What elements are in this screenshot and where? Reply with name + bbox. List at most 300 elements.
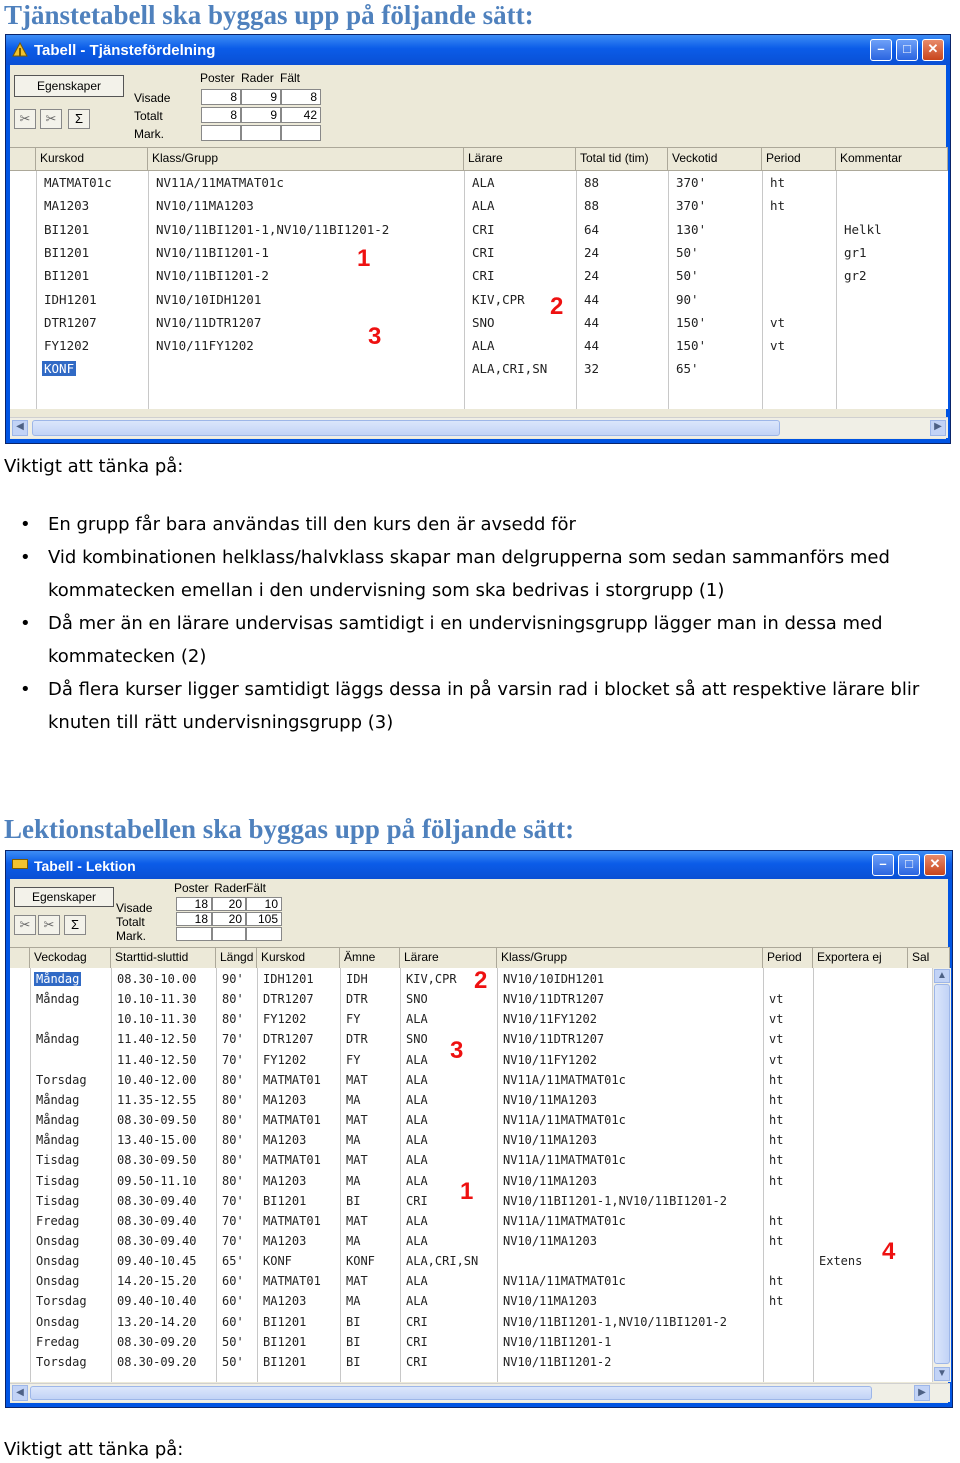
table-cell[interactable]: MATMAT01 [263, 1072, 321, 1087]
column-header-2[interactable]: Starttid-sluttid [111, 948, 216, 968]
table-cell[interactable]: CRI [406, 1314, 428, 1329]
table-cell[interactable]: 370' [676, 198, 707, 214]
table-cell[interactable]: SNO [406, 1032, 428, 1047]
column-header-4[interactable]: Total tid (tim) [576, 148, 668, 170]
table-cell[interactable]: NV11A/11MATMAT01c [503, 1113, 626, 1128]
column-divider [813, 968, 814, 1382]
column-header-5[interactable]: Ämne [340, 948, 400, 968]
table-cell[interactable]: MA [346, 1092, 361, 1107]
scroll-up-icon[interactable]: ▲ [934, 969, 950, 983]
scroll-left-icon[interactable]: ◀ [12, 1385, 28, 1401]
table-cell[interactable]: NV10/11FY1202 [156, 338, 254, 354]
table-cell[interactable]: BI [346, 1354, 361, 1369]
table-cell[interactable]: 80' [222, 1173, 244, 1188]
table-cell[interactable]: 10.10-11.30 [117, 992, 197, 1007]
table-cell[interactable]: MA1203 [263, 1133, 307, 1148]
table-cell[interactable]: NV11A/11MATMAT01c [503, 1072, 626, 1087]
table-cell[interactable]: MA [346, 1294, 361, 1309]
bullet-icon: • [20, 514, 31, 535]
table-cell[interactable]: 70' [222, 1193, 244, 1208]
table-cell[interactable]: NV10/11DTR1207 [503, 1032, 605, 1047]
table-cell[interactable]: 90' [222, 972, 244, 986]
summary-label-mark: Mark. [116, 929, 146, 943]
table-cell[interactable]: ht [770, 175, 786, 190]
marker-1: 2 [474, 967, 488, 994]
summary-header-falt: Fält [246, 881, 267, 895]
table-cell[interactable]: 24 [584, 268, 600, 284]
table-cell[interactable]: 09.40-10.40 [117, 1294, 197, 1309]
table-cell[interactable]: 60' [222, 1314, 244, 1329]
table-cell[interactable]: NV10/11BI1201-1,NV10/11BI1201-2 [156, 221, 390, 237]
column-header-6[interactable]: Lärare [400, 948, 497, 968]
table-cell[interactable]: ALA [406, 1294, 428, 1309]
table-cell[interactable]: ALA [472, 338, 495, 354]
summary-label-totalt: Totalt [134, 109, 163, 123]
window-lektion [5, 850, 953, 1408]
table-cell[interactable]: 14.20-15.20 [117, 1274, 197, 1289]
column-divider [111, 968, 112, 1382]
table-cell[interactable]: Måndag [36, 1133, 80, 1148]
scroll-left-icon[interactable]: ◀ [12, 420, 28, 436]
table-cell[interactable]: ALA [406, 1052, 428, 1067]
table-cell[interactable]: NV10/11MA1203 [156, 198, 254, 214]
table-cell[interactable]: ht [770, 198, 786, 214]
table-cell[interactable]: ht [769, 1213, 784, 1228]
table-cell[interactable]: ALA [406, 1173, 428, 1188]
table-cell[interactable]: MAT [346, 1153, 368, 1168]
table-cell[interactable]: DTR1207 [44, 314, 97, 330]
table-cell[interactable]: BI1201 [44, 221, 90, 237]
sum-icon[interactable]: Σ [64, 915, 86, 935]
table-cell[interactable]: KONF [346, 1254, 375, 1269]
table-cell[interactable]: ht [769, 1233, 784, 1248]
table-cell[interactable]: Torsdag [36, 1354, 87, 1369]
table-cell[interactable]: Torsdag [36, 1294, 87, 1309]
table-cell[interactable]: 80' [222, 1133, 244, 1148]
table-cell[interactable]: BI [346, 1193, 361, 1208]
table-cell[interactable]: ht [769, 1173, 784, 1188]
summary-header-falt: Fält [280, 71, 301, 85]
table-cell[interactable]: FY1202 [44, 338, 90, 354]
visade-rader: 9 [241, 89, 281, 105]
table-cell[interactable]: BI1201 [263, 1334, 307, 1349]
totalt-poster: 8 [201, 107, 241, 123]
mark-poster [201, 125, 241, 141]
visade-poster: 8 [201, 89, 241, 105]
table-cell[interactable]: IDH [346, 972, 368, 986]
table-cell[interactable]: 44 [584, 291, 600, 307]
table-cell[interactable]: 44 [584, 338, 600, 354]
column-header-8[interactable]: Period [763, 948, 813, 968]
filter-icon[interactable]: ✂ [38, 915, 60, 935]
table-cell[interactable]: ALA [406, 1092, 428, 1107]
table-cell[interactable]: 80' [222, 1092, 244, 1107]
table-cell[interactable]: ht [769, 1153, 784, 1168]
table-cell[interactable]: ALA [406, 1113, 428, 1128]
table-cell[interactable]: 10.40-12.00 [117, 1072, 197, 1087]
table-cell[interactable]: Tisdag [36, 1173, 80, 1188]
table-cell[interactable]: 60' [222, 1294, 244, 1309]
table-cell[interactable]: MATMAT01c [44, 175, 112, 190]
table-cell[interactable]: Extens [819, 1254, 863, 1269]
table-cell[interactable]: 50' [222, 1354, 244, 1369]
column-divider [836, 171, 837, 409]
table-cell[interactable]: ht [769, 1274, 784, 1289]
table-cell[interactable]: BI [346, 1334, 361, 1349]
table-cell[interactable]: ht [769, 1294, 784, 1309]
table-cell[interactable]: NV10/11FY1202 [503, 1012, 597, 1027]
horizontal-scrollbar[interactable] [10, 1383, 950, 1402]
table-cell[interactable]: NV10/11MA1203 [503, 1133, 597, 1148]
summary-header-rader: Rader [214, 881, 247, 895]
vertical-scrollbar[interactable] [932, 968, 951, 1382]
bullet-icon: • [20, 679, 31, 700]
table-cell[interactable]: 370' [676, 175, 707, 190]
table-cell[interactable]: DTR1207 [263, 1032, 314, 1047]
table-cell[interactable]: NV10/10IDH1201 [156, 291, 262, 307]
table-cell[interactable]: FY [346, 1012, 361, 1027]
column-header-3[interactable]: Lärare [464, 148, 576, 170]
table-cell[interactable]: MAT [346, 1274, 368, 1289]
table-cell[interactable]: 88 [584, 175, 600, 190]
filter-off-icon[interactable]: ✂ [14, 109, 36, 129]
mark-falt [281, 125, 321, 141]
sum-icon[interactable]: Σ [68, 109, 90, 129]
row-selector-header[interactable] [10, 948, 30, 968]
table-cell[interactable]: ALA [406, 1153, 428, 1168]
close-button[interactable] [924, 854, 946, 876]
table-cell[interactable]: BI1201 [263, 1314, 307, 1329]
table-cell[interactable]: 80' [222, 1072, 244, 1087]
table-cell[interactable]: MAT [346, 1113, 368, 1128]
column-header-row [10, 147, 948, 171]
table-cell[interactable]: ALA [472, 198, 495, 214]
table-cell[interactable]: KIV,CPR [472, 291, 525, 307]
column-divider [148, 171, 149, 409]
table-cell[interactable]: gr2 [844, 268, 867, 284]
table-cell[interactable]: vt [769, 1012, 784, 1027]
data-grid [10, 968, 932, 1382]
marker-4: 4 [882, 1238, 896, 1265]
filter-icon[interactable]: ✂ [40, 109, 62, 129]
column-divider [762, 171, 763, 409]
table-cell[interactable]: FY1202 [263, 1012, 307, 1027]
column-header-6[interactable]: Period [762, 148, 836, 170]
table-cell[interactable]: 08.30-09.20 [117, 1334, 197, 1349]
table-cell[interactable]: 80' [222, 1012, 244, 1027]
table-cell[interactable]: 11.40-12.50 [117, 1052, 197, 1067]
scroll-down-icon[interactable]: ▼ [934, 1367, 950, 1381]
row-selector-header[interactable] [10, 148, 36, 170]
column-header-1[interactable]: Kurskod [36, 148, 148, 170]
section2-heading: Lektionstabellen ska byggas upp på följande sätt: [4, 814, 575, 844]
table-cell[interactable]: Onsdag [36, 1254, 80, 1269]
table-cell[interactable]: 11.35-12.55 [117, 1092, 197, 1107]
table-cell[interactable]: NV10/11MA1203 [503, 1294, 597, 1309]
app-icon [12, 42, 28, 58]
table-cell[interactable]: Måndag [36, 992, 80, 1007]
table-cell[interactable]: ht [769, 1113, 784, 1128]
table-cell[interactable]: ALA [406, 1072, 428, 1087]
table-cell[interactable]: NV11A/11MATMAT01c [503, 1213, 626, 1228]
table-cell[interactable]: vt [769, 1032, 784, 1047]
table-cell[interactable]: NV11A/11MATMAT01c [503, 1153, 626, 1168]
titlebar[interactable] [6, 35, 950, 65]
table-cell[interactable]: Måndag [36, 1032, 80, 1047]
table-cell[interactable]: 90' [676, 291, 699, 307]
column-header-7[interactable]: Kommentar [836, 148, 948, 170]
table-cell[interactable]: ht [769, 1133, 784, 1148]
table-cell[interactable]: Torsdag [36, 1072, 87, 1087]
table-cell[interactable]: 08.30-09.20 [117, 1354, 197, 1369]
column-divider [340, 968, 341, 1382]
table-cell[interactable]: Onsdag [36, 1274, 80, 1289]
column-header-5[interactable]: Veckotid [668, 148, 762, 170]
table-cell[interactable]: 60' [222, 1274, 244, 1289]
table-cell[interactable]: Tisdag [36, 1153, 80, 1168]
table-cell[interactable]: MAT [346, 1072, 368, 1087]
table-cell[interactable]: 64 [584, 221, 600, 237]
scroll-thumb[interactable] [32, 420, 780, 436]
table-cell[interactable]: DTR [346, 1032, 368, 1047]
table-cell[interactable]: BI1201 [263, 1354, 307, 1369]
table-cell[interactable]: MA1203 [263, 1233, 307, 1248]
table-cell[interactable]: 70' [222, 1052, 244, 1067]
table-cell[interactable]: vt [769, 1052, 784, 1067]
table-cell[interactable]: Fredag [36, 1334, 80, 1349]
table-cell[interactable]: 65' [676, 361, 699, 377]
table-cell[interactable]: FY1202 [263, 1052, 307, 1067]
table-cell[interactable]: CRI [472, 268, 495, 284]
table-cell[interactable]: ALA [406, 1133, 428, 1148]
column-header-9[interactable]: Exportera ej [813, 948, 908, 968]
egenskaper-button[interactable]: Egenskaper [14, 887, 114, 907]
mark-rader [212, 927, 246, 941]
table-cell[interactable]: BI1201 [44, 268, 90, 284]
minimize-button[interactable] [872, 854, 894, 876]
column-header-2[interactable]: Klass/Grupp [148, 148, 464, 170]
column-divider [400, 968, 401, 1382]
summary-label-visade: Visade [134, 91, 171, 105]
table-cell[interactable]: ALA,CRI,SN [472, 361, 548, 377]
maximize-button[interactable] [896, 39, 918, 61]
table-cell[interactable]: 11.40-12.50 [117, 1032, 197, 1047]
table-cell[interactable]: Helkl [844, 221, 882, 237]
table-cell[interactable]: ALA [406, 1012, 428, 1027]
table-cell[interactable]: 08.30-09.40 [117, 1233, 197, 1248]
table-cell[interactable]: 80' [222, 1153, 244, 1168]
bullet-icon: • [20, 547, 31, 568]
table-cell[interactable]: 150' [676, 338, 707, 354]
table-cell[interactable]: CRI [472, 244, 495, 260]
minimize-button[interactable] [870, 39, 892, 61]
scroll-thumb[interactable] [934, 984, 950, 1364]
column-divider [668, 171, 669, 409]
table-cell[interactable]: IDH1201 [263, 972, 314, 986]
table-cell[interactable]: Måndag [36, 1113, 80, 1128]
table-cell[interactable]: 130' [676, 221, 707, 237]
table-cell[interactable]: KIV,CPR [406, 972, 457, 986]
table-cell[interactable]: MA1203 [263, 1092, 307, 1107]
totalt-rader: 20 [212, 912, 246, 926]
table-cell[interactable]: 50' [676, 244, 699, 260]
table-cell[interactable]: MA [346, 1233, 361, 1248]
table-cell[interactable]: DTR1207 [263, 992, 314, 1007]
totalt-falt: 42 [281, 107, 321, 123]
visade-rader: 20 [212, 897, 246, 911]
table-cell[interactable]: NV11A/11MATMAT01c [156, 175, 284, 190]
table-cell[interactable]: 08.30-10.00 [117, 972, 197, 986]
table-cell[interactable]: 09.40-10.45 [117, 1254, 197, 1269]
table-cell[interactable]: 13.40-15.00 [117, 1133, 197, 1148]
scroll-right-icon[interactable]: ▶ [914, 1385, 930, 1401]
table-cell[interactable]: 80' [222, 1113, 244, 1128]
table-cell[interactable]: 08.30-09.40 [117, 1213, 197, 1228]
table-cell[interactable]: 50' [222, 1334, 244, 1349]
column-divider [36, 171, 37, 409]
table-cell[interactable]: SNO [472, 314, 495, 330]
table-cell[interactable]: CRI [472, 221, 495, 237]
table-cell[interactable]: NV10/11BI1201-1 [156, 244, 269, 260]
table-cell[interactable]: BI1201 [44, 244, 90, 260]
table-cell[interactable]: NV10/11FY1202 [503, 1052, 597, 1067]
table-cell[interactable]: CRI [406, 1354, 428, 1369]
horizontal-scrollbar[interactable] [10, 417, 948, 438]
table-cell[interactable]: Tisdag [36, 1193, 80, 1208]
table-cell[interactable]: vt [770, 338, 786, 354]
table-cell[interactable]: FY [346, 1052, 361, 1067]
visade-falt: 8 [281, 89, 321, 105]
table-cell[interactable]: IDH1201 [44, 291, 97, 307]
marker-1: 1 [357, 245, 371, 272]
table-cell[interactable]: NV10/11BI1201-1,NV10/11BI1201-2 [503, 1314, 727, 1329]
table-cell[interactable]: 32 [584, 361, 600, 377]
table-cell[interactable]: 150' [676, 314, 707, 330]
scroll-thumb[interactable] [30, 1386, 872, 1400]
table-cell[interactable]: NV10/11MA1203 [503, 1173, 597, 1188]
filter-off-icon[interactable]: ✂ [14, 915, 36, 935]
titlebar[interactable] [6, 851, 952, 879]
table-cell[interactable]: MAT [346, 1213, 368, 1228]
table-cell[interactable]: 50' [676, 268, 699, 284]
table-cell[interactable]: vt [769, 992, 784, 1007]
table-cell[interactable]: Onsdag [36, 1314, 80, 1329]
table-cell[interactable]: CRI [406, 1334, 428, 1349]
table-cell[interactable]: NV10/11MA1203 [503, 1233, 597, 1248]
table-cell[interactable]: KONF [263, 1254, 292, 1269]
table-cell[interactable]: 09.50-11.10 [117, 1173, 197, 1188]
table-cell[interactable]: Måndag [36, 972, 80, 986]
table-cell[interactable]: SNO [406, 992, 428, 1007]
table-cell[interactable]: ALA [406, 1233, 428, 1248]
table-cell[interactable]: NV10/11DTR1207 [503, 992, 605, 1007]
table-cell[interactable]: MA [346, 1173, 361, 1188]
table-cell[interactable]: MA1203 [263, 1173, 307, 1188]
table-cell[interactable]: MATMAT01 [263, 1113, 321, 1128]
visade-falt: 10 [246, 897, 282, 911]
table-cell[interactable]: ALA [406, 1274, 428, 1289]
table-cell[interactable]: NV11A/11MATMAT01c [503, 1274, 626, 1289]
column-divider [216, 968, 217, 1382]
data-grid [10, 171, 948, 409]
table-cell[interactable]: 10.10-11.30 [117, 1012, 197, 1027]
mark-poster [176, 927, 212, 941]
table-cell[interactable]: 70' [222, 1213, 244, 1228]
maximize-icon: □ [905, 856, 913, 871]
table-cell[interactable]: 80' [222, 992, 244, 1007]
table-cell[interactable]: NV10/11BI1201-1,NV10/11BI1201-2 [503, 1193, 727, 1208]
table-cell[interactable]: 08.30-09.40 [117, 1193, 197, 1208]
close-button[interactable] [922, 39, 944, 61]
table-cell[interactable]: 44 [584, 314, 600, 330]
table-cell[interactable]: 24 [584, 244, 600, 260]
notes-list [20, 508, 952, 739]
table-cell[interactable]: NV10/11BI1201-1 [503, 1334, 612, 1349]
column-header-1[interactable]: Veckodag [30, 948, 111, 968]
table-cell[interactable]: ALA [406, 1213, 428, 1228]
table-cell[interactable]: MATMAT01 [263, 1213, 321, 1228]
column-header-7[interactable]: Klass/Grupp [497, 948, 763, 968]
table-cell[interactable]: gr1 [844, 244, 867, 260]
table-cell[interactable]: NV10/10IDH1201 [503, 972, 605, 986]
column-header-4[interactable]: Kurskod [257, 948, 340, 968]
table-cell[interactable]: ALA [472, 175, 495, 190]
table-cell[interactable]: 88 [584, 198, 600, 214]
minimize-icon: – [877, 41, 885, 56]
table-cell[interactable]: MATMAT01 [263, 1153, 321, 1168]
table-cell[interactable]: MA1203 [44, 198, 90, 214]
table-cell[interactable]: ht [769, 1092, 784, 1107]
table-cell[interactable]: 08.30-09.50 [117, 1113, 197, 1128]
table-cell[interactable]: ALA,CRI,SN [406, 1254, 479, 1269]
table-cell[interactable]: vt [770, 314, 786, 330]
table-cell[interactable]: NV10/11BI1201-2 [156, 268, 269, 284]
table-cell[interactable]: Måndag [36, 1092, 80, 1107]
scroll-right-icon[interactable]: ▶ [930, 420, 946, 436]
table-cell[interactable]: ht [769, 1072, 784, 1087]
maximize-button[interactable] [898, 854, 920, 876]
table-cell[interactable]: 70' [222, 1233, 244, 1248]
table-cell[interactable]: 65' [222, 1254, 244, 1269]
table-cell[interactable]: NV10/11BI1201-2 [503, 1354, 612, 1369]
table-cell[interactable]: Fredag [36, 1213, 80, 1228]
marker-2: 3 [450, 1037, 464, 1064]
egenskaper-button[interactable]: Egenskaper [14, 75, 124, 97]
table-cell[interactable]: CRI [406, 1193, 428, 1208]
table-cell[interactable]: 13.20-14.20 [117, 1314, 197, 1329]
totalt-rader: 9 [241, 107, 281, 123]
table-cell[interactable]: KONF [44, 361, 75, 377]
table-cell[interactable]: MATMAT01 [263, 1274, 321, 1289]
table-cell[interactable]: MA [346, 1133, 361, 1148]
close-icon: ✕ [927, 41, 939, 56]
table-cell[interactable]: DTR [346, 992, 368, 1007]
table-cell[interactable]: MA1203 [263, 1294, 307, 1309]
table-cell[interactable]: 70' [222, 1032, 244, 1047]
table-cell[interactable]: 08.30-09.50 [117, 1153, 197, 1168]
table-cell[interactable]: BI1201 [263, 1193, 307, 1208]
table-cell[interactable]: Onsdag [36, 1233, 80, 1248]
column-header-row [10, 947, 950, 969]
column-header-10[interactable]: Sal [908, 948, 950, 968]
section1-heading: Tjänstetabell ska byggas upp på följande sätt: [4, 0, 534, 30]
table-cell[interactable]: NV10/11DTR1207 [156, 314, 262, 330]
table-cell[interactable]: BI [346, 1314, 361, 1329]
window-tjanstefordelning [5, 34, 951, 444]
notes-title: Viktigt att tänka på: [4, 456, 184, 477]
table-cell[interactable]: NV10/11MA1203 [503, 1092, 597, 1107]
column-header-3[interactable]: Längd [216, 948, 257, 968]
